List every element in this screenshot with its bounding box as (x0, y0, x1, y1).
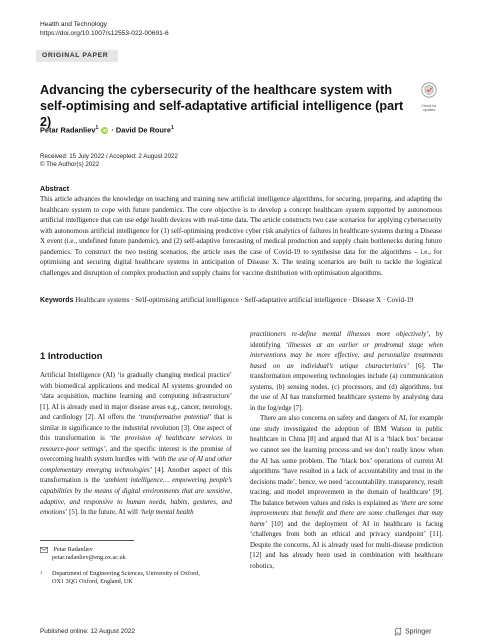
keywords (40, 295, 442, 307)
keywords-heading: Keywords (40, 297, 74, 304)
contact-name: Petar Radanliev (53, 546, 93, 553)
author-name[interactable]: David De Roure (115, 125, 171, 135)
journal-name: Health and Technology (40, 21, 107, 28)
orcid-icon[interactable]: iD (102, 128, 108, 134)
copyright-line: © The Author(s) 2022 (40, 161, 100, 169)
author-list (40, 125, 174, 134)
envelope-icon (40, 547, 48, 553)
author-name[interactable]: Petar Radanliev (40, 125, 96, 135)
crossmark-icon (421, 82, 437, 98)
abstract-text: This article advances the knowledge on teaching and training new artificial intelligence algorithms, for securing, preparing, and adapting the healthcare system to cope with future pandemics. The core objective is to develop a concept healthcare system supported by autonomous artificial intelligence that can use edge health devices with real-time data. The article constructs two case scenarios for applying cybersecurity with autonomous artificial intelligence for (1) self-optimising predictive cyber risk analytics of failures in healthcare systems during a Disease X event (i.e., undefined future pandemic), and (2) self-adaptive forecasting of medical production and supply chain bottlenecks during future pandemics. To construct the two testing scenarios, the article uses the case of Covid-19 to synthesise data for the algorithms – i.e., for optimising and securing digital healthcare systems in anticipation of Disease X. The testing scenarios are built to tackle the logistical challenges and disruption of complex production and supply chains for vaccine distribution with optimisation algorithms. (40, 195, 442, 277)
affiliation-number: 1 (40, 570, 43, 575)
article-dates (40, 153, 178, 170)
section-heading: 1 Introduction (40, 350, 103, 361)
corresponding-author (40, 546, 126, 562)
affiliation-line: OX1 3QG Oxford, England, UK (52, 578, 133, 586)
springer-horse-icon (393, 627, 403, 636)
body-column-left (40, 350, 232, 518)
contact-email[interactable]: petar.radanliev@eng.ox.ac.uk (52, 554, 126, 562)
article-type-badge: ORIGINAL PAPER (36, 50, 118, 62)
published-date: Published online: 12 August 2022 (40, 628, 135, 635)
author-separator: · (109, 125, 116, 135)
journal-header (40, 21, 169, 38)
body-paragraph: There are also concerns on safety and dangers of AI, for example one study investigated the adoption of IBM Watson in public healthcare in China [8] and argued that AI is a ‘black box’ because we cannot see the learning process and we don’t really know when the AI has some problem. The ‘black box’ operations of current AI algorithms ‘have resulted in a lack of accountability and trust in the decisions made’, hence, we need ‘accountability. transparency, result tracing, and model improvement in the domain of healthcare’ [9]. The balance between values and risks is explained as ‘there are some improvements that benefit and there are some challenges that may harm’ [10] and the deployment of AI in healthcare is facing ‘challenges from both an ethical and privacy standpoint’ [11]. Despite the concerns, AI is already used for multi-disease prediction [12] and has already been used in combination with healthcare robotics, (250, 414, 443, 571)
affiliation (52, 570, 200, 586)
doi-link[interactable]: https://doi.org/10.1007/s12553-022-00691-6 (40, 29, 169, 37)
article-title: Advancing the cybersecurity of the healthcare system with self-optimising and self-adaptative artificial intelligence (part 2) (40, 83, 404, 129)
publisher-logo (393, 627, 431, 636)
keywords-list: Healthcare systems · Self-optimising artificial intelligence · Self-adaptative artificial intelligence · Disease X · Covid-19 (75, 296, 414, 304)
affiliation-marker: 1 (170, 125, 174, 131)
affiliation-line: Department of Engineering Sciences, University of Oxford, (52, 570, 200, 577)
body-paragraph: Artificial Intelligence (AI) ‘is gradually changing medical practice’ with biomedical applications and medical AI systems grounded on ‘data acquisition, machine learning and computing infrastructure’ [1]. AI is already used in major disease areas e.g., cancer, neurology, and cardiology [2]. AI offers the ‘transformative potential’ that is similar in significance to the industrial revolution [3]. One aspect of this transformation is ‘the provision of healthcare services in resource-poor settings’, and the specific interest is the promise of overcoming health system hurdles with ‘with the use of AI and other complementary emerging technologies’ [4]. Another aspect of this transformation is the ‘ambient intelligence… empowering people’s capabilities by the means of digital environments that are sensitive, adaptive, and responsive to human needs, habits, gestures, and emotions’ [5]. In the future, AI will ‘help mental health (40, 371, 232, 517)
body-column-right (250, 329, 443, 572)
publisher-name: Springer (404, 628, 432, 636)
footnote-divider (40, 540, 134, 541)
crossmark-label: Check for updates (421, 104, 437, 112)
body-paragraph: practitioners re-define mental illnesses more objectively’, by identifying ‘illnesses at an earlier or prodromal stage when interventions may be more effective, and personalize treatments based on an individual’s unique characteristics’ [6]. The transformation empowering technologies include (a) communication systems, (b) sensing nodes, (c) processors, and (d) algorithms, but the use of AI has transformed healthcare systems by analysing data in the fog/edge [7]. (250, 330, 444, 412)
affiliation-marker: 1 (95, 125, 99, 131)
received-accepted-dates: Received: 15 July 2022 / Accepted: 2 August 2022 (40, 153, 178, 160)
crossmark-button[interactable] (418, 82, 440, 112)
abstract-heading: Abstract (40, 184, 70, 193)
